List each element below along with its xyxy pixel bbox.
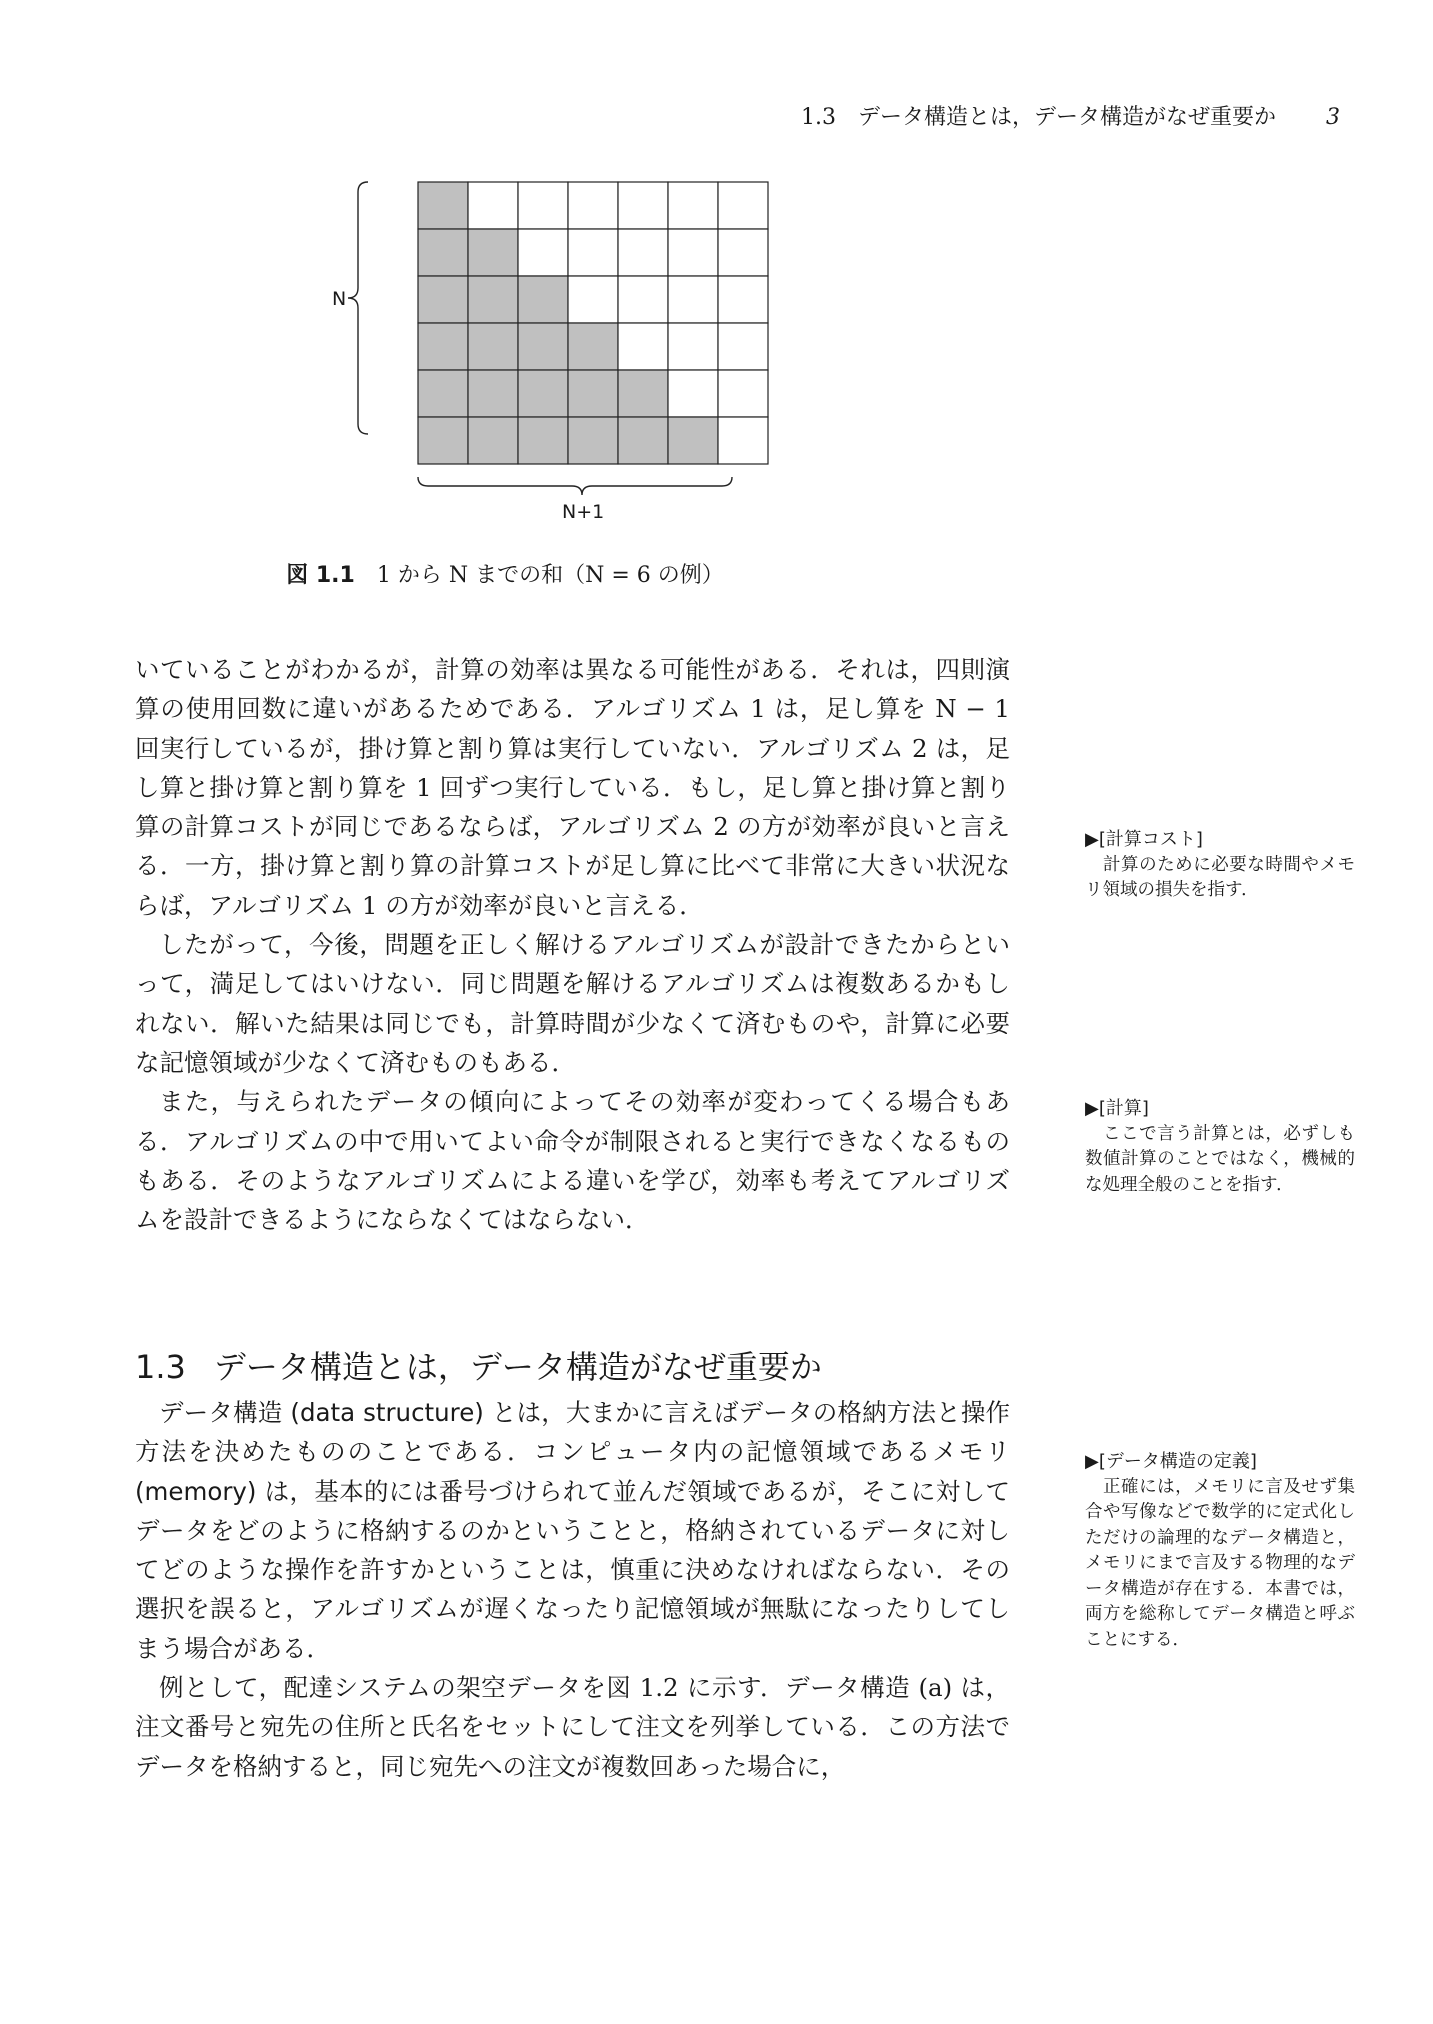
grid-cell-empty xyxy=(568,229,618,276)
grid-cell-shaded xyxy=(518,276,568,323)
term-data-structure: データ構造 (data structure) xyxy=(159,1398,484,1427)
grid-cell-shaded xyxy=(518,323,568,370)
section-number: 1.3 xyxy=(135,1348,186,1386)
grid-cell-shaded xyxy=(418,417,468,464)
paragraph: したがって，今後，問題を正しく解けるアルゴリズムが設計できたからといって，満足してはいけない．同じ問題を解けるアルゴリズムは複数あるかもしれない．解いた結果は同じでも，計算時間が少なくて済むものや，計算に必要な記憶領域が少なくて済むものもある． xyxy=(135,930,1010,1077)
figure-caption-text: 1 から N までの和（N = 6 の例） xyxy=(376,563,724,588)
grid-cell-empty xyxy=(718,323,768,370)
grid-cell-empty xyxy=(718,276,768,323)
header-section-title: 1.3 データ構造とは，データ構造がなぜ重要か xyxy=(801,105,1276,130)
figure-1-1 xyxy=(332,170,800,530)
grid-cell-shaded xyxy=(418,276,468,323)
paragraph: 例として，配達システムの架空データを図 1.2 に示す．データ構造 (a) は，注文番号と宛先の住所と氏名をセットにして注文を列挙している．この方法でデータを格納すると，同じ宛先への注文が複数回あった場合に， xyxy=(135,1673,1010,1781)
grid-cell-shaded xyxy=(468,323,518,370)
grid-cell-shaded xyxy=(468,229,518,276)
grid-cell-empty xyxy=(568,182,618,229)
body-text-block-1 xyxy=(135,650,1010,1239)
grid-cell-empty xyxy=(668,229,718,276)
grid-cell-empty xyxy=(668,182,718,229)
grid-cell-empty xyxy=(618,182,668,229)
section-heading xyxy=(135,1342,822,1388)
figure-caption xyxy=(0,558,1010,589)
margin-note-heading: ▶[計算コスト] xyxy=(1085,829,1203,850)
grid-cell-shaded xyxy=(618,417,668,464)
paragraph: また，与えられたデータの傾向によってその効率が変わってくる場合もある．アルゴリズムの中で用いてよい命令が制限されると実行できなくなるものもある．そのようなアルゴリズムによる違いを学び，効率も考えてアルゴリズムを設計できるようにならなくてはならない． xyxy=(135,1087,1010,1235)
bottom-brace xyxy=(418,477,732,495)
grid-cell-empty xyxy=(618,229,668,276)
running-header xyxy=(760,100,1340,131)
grid-cell-empty xyxy=(718,370,768,417)
grid-cell-shaded xyxy=(418,323,468,370)
grid-cell-shaded xyxy=(468,370,518,417)
term-memory: メモリ (memory) xyxy=(135,1437,1010,1506)
grid-cell-empty xyxy=(518,229,568,276)
paragraph-text: とは，大まかに言えばデータの格納方法と操作方法を決めたもののことである．コンピュータ内の記憶領域である xyxy=(135,1398,1011,1467)
grid-cell-empty xyxy=(518,182,568,229)
grid-cell-shaded xyxy=(568,417,618,464)
grid-cell-shaded xyxy=(418,229,468,276)
n-label: N xyxy=(332,288,347,310)
paragraph xyxy=(135,1393,1010,1668)
n-plus-one-label: N+1 xyxy=(562,501,605,523)
left-brace xyxy=(348,182,368,434)
section-title: データ構造とは，データ構造がなぜ重要か xyxy=(213,1348,822,1386)
margin-note-data-structure-definition xyxy=(1085,1449,1355,1653)
grid-cell-empty xyxy=(618,323,668,370)
grid-cell-empty xyxy=(668,276,718,323)
margin-note-text: 正確には，メモリに言及せず集合や写像などで数学的に定式化しただけの論理的なデータ構造と，メモリにまで言及する物理的なデータ構造が存在する．本書では，両方を総称してデータ構造と呼ぶことにする． xyxy=(1085,1476,1355,1650)
grid-cell-empty xyxy=(618,276,668,323)
grid-cell-empty xyxy=(718,417,768,464)
grid-cell-shaded xyxy=(518,370,568,417)
grid-cell-shaded xyxy=(618,370,668,417)
grid-cell-shaded xyxy=(418,182,468,229)
body-text-block-2 xyxy=(135,1393,1010,1786)
triangle-grid xyxy=(418,182,768,464)
margin-note-text: 計算のために必要な時間やメモリ領域の損失を指す． xyxy=(1085,854,1355,900)
grid-cell-shaded xyxy=(568,370,618,417)
grid-cell-empty xyxy=(468,182,518,229)
margin-note-compute-cost xyxy=(1085,827,1355,904)
grid-cell-shaded xyxy=(418,370,468,417)
grid-cell-empty xyxy=(718,182,768,229)
margin-note-heading: ▶[計算] xyxy=(1085,1098,1149,1119)
figure-caption-label: 図 1.1 xyxy=(286,563,355,588)
grid-cell-shaded xyxy=(668,417,718,464)
grid-cell-empty xyxy=(668,323,718,370)
grid-cell-empty xyxy=(668,370,718,417)
grid-cell-shaded xyxy=(568,323,618,370)
grid-cell-empty xyxy=(718,229,768,276)
grid-cell-shaded xyxy=(468,417,518,464)
paragraph-text: は，基本的には番号づけられて並んだ領域であるが，そこに対してデータをどのように格納するのかということと，格納されているデータに対してどのような操作を許すかということは，慎重に決めなければならない．その選択を誤ると，アルゴリズムが遅くなったり記憶領域が無駄になったりしてしまう場合がある． xyxy=(135,1476,1010,1663)
grid-cell-empty xyxy=(568,276,618,323)
grid-cell-shaded xyxy=(518,417,568,464)
margin-note-compute xyxy=(1085,1096,1355,1198)
margin-note-heading: ▶[データ構造の定義] xyxy=(1085,1451,1257,1472)
margin-note-text: ここで言う計算とは，必ずしも数値計算のことではなく，機械的な処理全般のことを指す． xyxy=(1085,1123,1355,1195)
grid-cell-shaded xyxy=(468,276,518,323)
page-number: 3 xyxy=(1326,105,1340,130)
paragraph: いていることがわかるが，計算の効率は異なる可能性がある．それは，四則演算の使用回数に違いがあるためである．アルゴリズム 1 は，足し算を N − 1 回実行しているが，掛け算と割り算は実行していない．アルゴリズム 2 は，足し算と掛け算と割り算を 1 回ずつ実行している．もし，足し算と掛け算と割り算の計算コストが同じであるならば，アルゴリズム 2 の方が効率が良いと言える．一方，掛け算と割り算の計算コストが足し算に比べて非常に大きい状況ならば，アルゴリズム 1 の方が効率が良いと言える． xyxy=(135,655,1010,920)
